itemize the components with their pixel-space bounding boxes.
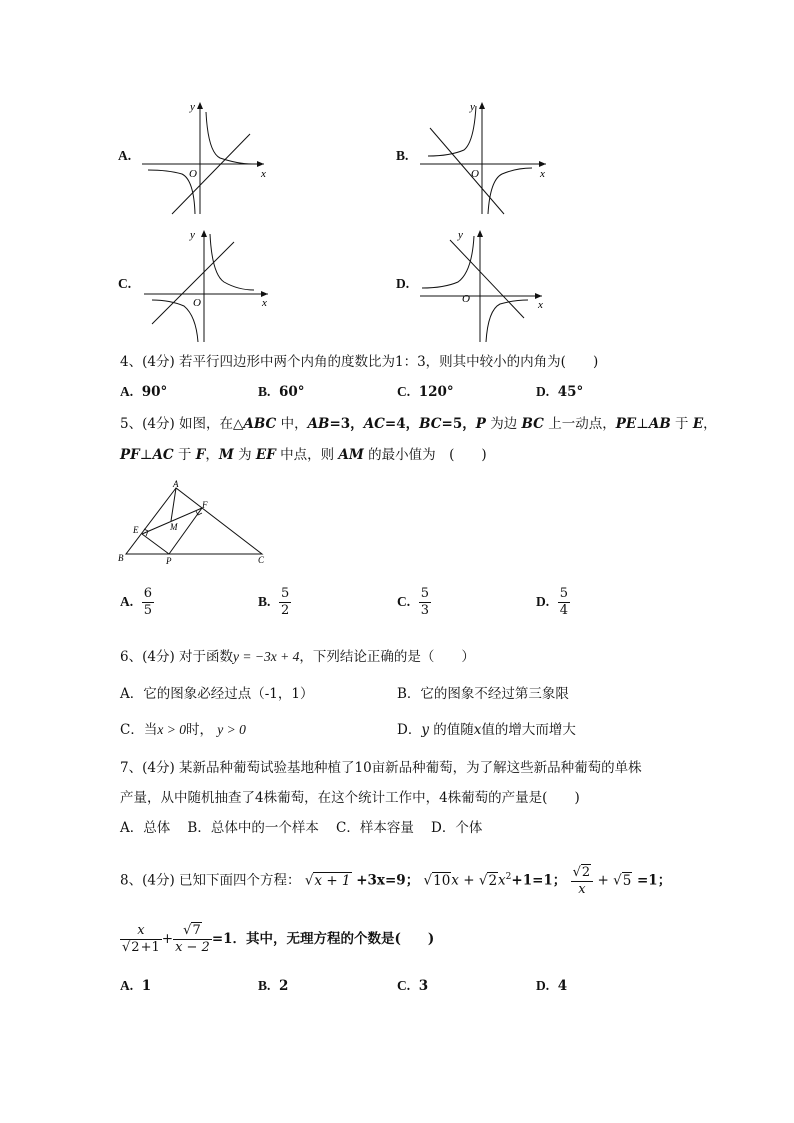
graph-b-figure <box>416 98 556 218</box>
q6-option-b[interactable]: B．它的图象不经过第三象限 <box>397 686 569 702</box>
graph-a-o: O <box>189 168 197 180</box>
graph-option-d[interactable] <box>396 226 556 346</box>
question-6-stem: 6、(4分) 对于函数y = −3x + 4，下列结论正确的是（ ） <box>120 649 475 665</box>
graph-option-a-label: A. <box>118 148 132 163</box>
q7-options <box>120 818 482 838</box>
q4-option-c[interactable]: C. 120° <box>397 384 454 400</box>
q5-option-a[interactable]: A. $\frac{6}{5}$ <box>120 586 152 618</box>
fig-label-b: B <box>118 553 124 563</box>
graph-option-b[interactable] <box>396 98 556 218</box>
q5-option-c[interactable]: C. $\frac{5}{3}$ <box>397 586 429 618</box>
q5-option-b[interactable]: B. $\frac{5}{2}$ <box>258 586 290 618</box>
q7-option-a[interactable]: A．总体 <box>120 820 171 836</box>
fig-label-f: F <box>202 500 208 510</box>
fig-label-p: P <box>166 556 172 566</box>
q4-option-b[interactable]: B. 60° <box>258 384 305 400</box>
graph-option-c[interactable] <box>118 226 278 346</box>
q5-option-d[interactable]: D. $\frac{5}{4}$ <box>536 586 568 618</box>
graph-b-o: O <box>471 168 479 180</box>
graph-option-d-label: D. <box>396 276 410 291</box>
graph-d-figure <box>416 226 556 346</box>
q7-option-b[interactable]: B．总体中的一个样本 <box>187 820 319 836</box>
q8-option-c[interactable]: C. 3 <box>397 978 429 994</box>
graph-option-b-label: B. <box>396 148 409 163</box>
graph-c-figure <box>138 226 278 346</box>
graph-option-a[interactable] <box>118 98 278 218</box>
graph-d-y: y <box>458 229 463 241</box>
q7-option-d[interactable]: D．个体 <box>431 820 483 836</box>
q6-option-a[interactable]: A．它的图象必经过点（-1，1） <box>120 686 314 702</box>
q8-option-b[interactable]: B. 2 <box>258 978 289 994</box>
fig-label-e: E <box>133 525 139 535</box>
graph-d-o: O <box>462 293 470 305</box>
q7-option-c[interactable]: C．样本容量 <box>336 820 414 836</box>
fig-label-c: C <box>258 555 265 565</box>
q4-option-d[interactable]: D. 45° <box>536 384 584 400</box>
graph-d-x: x <box>538 299 543 311</box>
graph-c-o: O <box>193 297 201 309</box>
q6-option-c[interactable]: C．当x > 0时， y > 0 <box>120 722 246 738</box>
question-8-line-1: 8、(4分) 已知下面四个方程： √x + 1 +3x=9； $√10x + √2x^2+1=1$； $\frac{√2}{x}$ + √5 =1； <box>120 864 672 897</box>
graph-c-y: y <box>190 229 195 241</box>
graph-a-figure <box>138 98 278 218</box>
graph-c-x: x <box>262 297 267 309</box>
question-5-line-2: PF⊥AC 于 F，M 为 EF 中点，则 AM 的最小值为 ( ) <box>120 447 487 463</box>
graph-option-c-label: C. <box>118 276 132 291</box>
q8-option-a[interactable]: A. 1 <box>120 978 152 994</box>
q6-option-d[interactable]: D．y 的值随x值的增大而增大 <box>397 722 576 738</box>
q4-option-a[interactable]: A. 90° <box>120 384 168 400</box>
q5-triangle-figure <box>116 478 276 568</box>
question-5-line-1: 5、(4分) 如图，在△ABC 中，AB=3，AC=4，BC=5，P 为边 BC 上一动点，PE⊥AB 于 E， <box>120 416 717 432</box>
graph-b-x: x <box>540 168 545 180</box>
q8-option-d[interactable]: D. 4 <box>536 978 568 994</box>
fig-label-m: M <box>170 522 178 532</box>
question-7-line-2: 产量，从中随机抽查了4株葡萄，在这个统计工作中，4株葡萄的产量是( ) <box>120 790 580 806</box>
fig-label-a: A <box>173 479 179 489</box>
question-8-line-2: $\frac{x}{√2+1}$ + $\frac{√7}{x - 2}$ =1．其中，无理方程的个数是( ) <box>122 923 435 955</box>
graph-a-x: x <box>261 168 266 180</box>
question-7-line-1: 7、(4分) 某新品种葡萄试验基地种植了10亩新品种葡萄，为了解这些新品种葡萄的单株 <box>120 760 642 776</box>
graph-a-y: y <box>190 101 195 113</box>
graph-b-y: y <box>470 101 475 113</box>
question-4-stem: 4、(4分) 若平行四边形中两个内角的度数比为1：3，则其中较小的内角为( ) <box>120 354 599 370</box>
